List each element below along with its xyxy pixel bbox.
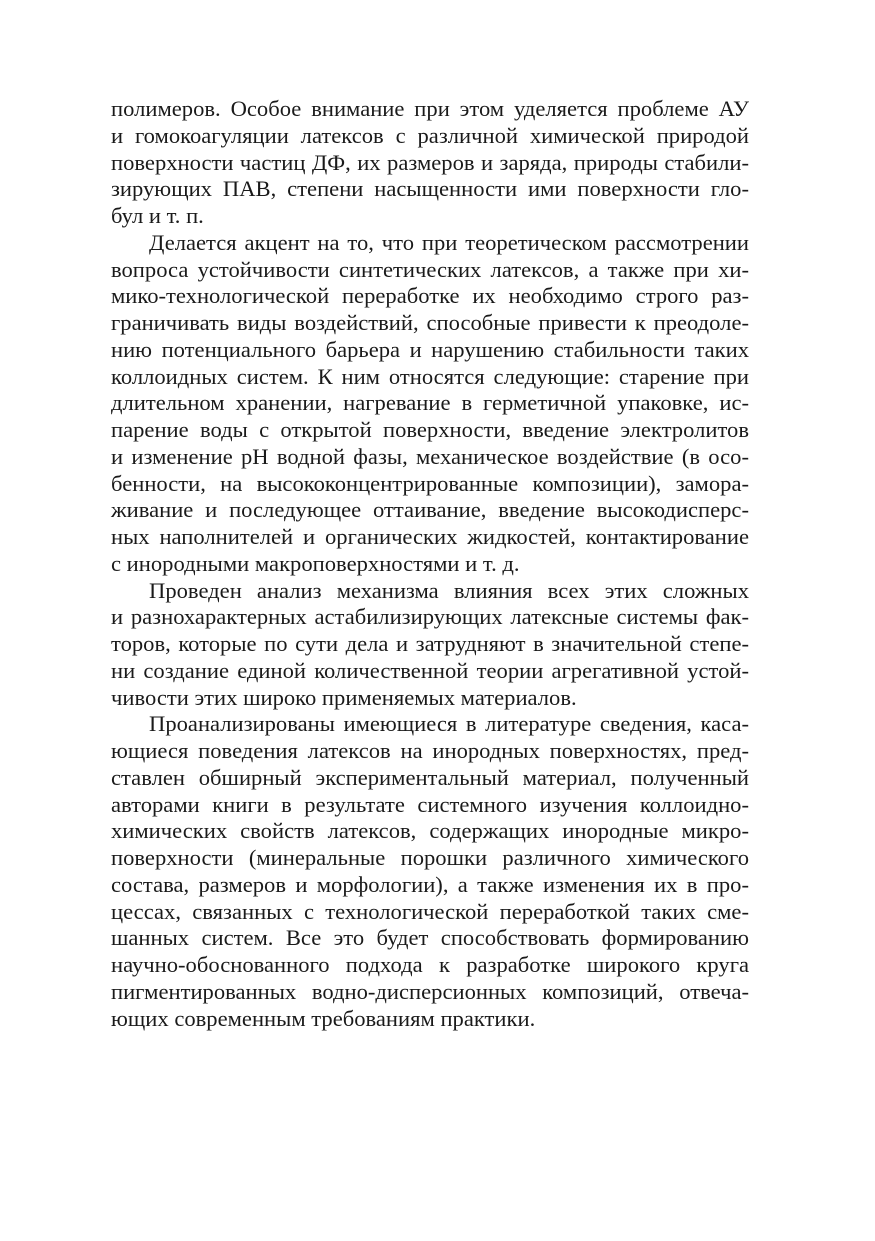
text-line: граничивать виды воздействий, способные привести к преодоле- [111,310,749,335]
text-line: полимеров. Особое внимание при этом уделяется проблеме АУ [111,96,749,121]
text-line: Делается акцент на то, что при теоретическом рассмотрении [149,229,749,255]
text-line: химических свойств латексов, содержащих инородные микро- [111,818,749,844]
text-line: цессах, связанных с технологической переработкой таких сме- [111,898,749,924]
page-body [111,96,749,1032]
text-line: бенности, на высококонцентрированные композиции), замора- [111,470,749,496]
text-line: поверхности частиц ДФ, их размеров и заряда, природы стабили- [111,149,749,175]
text-line: поверхности (минеральные порошки различного химического [111,845,749,870]
text-line: с инородными макроповерхностями и т. д. [111,550,520,576]
text-line: и разнохарактерных астабилизирующих латексные системы фак- [111,604,749,630]
text-line: длительном хранении, нагревание в герметичной упаковке, ис- [111,390,749,416]
text-line: вопроса устойчивости синтетических латексов, а также при хи- [111,256,749,282]
text-line: живание и последующее оттаивание, введение высокодисперс- [111,497,749,523]
paragraph-4 [111,711,749,1032]
text-line: парение воды с открытой поверхности, введение электролитов [111,417,749,442]
text-line: нию потенциального барьера и нарушению стабильности таких [111,336,749,362]
text-line: ных наполнителей и органических жидкостей, контактирование [111,524,749,549]
text-line: шанных систем. Все это будет способствовать формированию [111,925,749,951]
text-line: чивости этих широко применяемых материалов. [111,684,577,710]
text-line: состава, размеров и морфологии), а также изменения их в про- [111,871,749,897]
text-line: Проанализированы имеющиеся в литературе сведения, каса- [149,711,749,737]
text-line: пигментированных водно-дисперсионных композиций, отвеча- [111,978,749,1004]
text-line: Проведен анализ механизма влияния всех этих сложных [149,577,749,603]
text-line: и изменение pH водной фазы, механическое воздействие (в осо- [111,443,749,469]
text-line: авторами книги в результате системного изучения коллоидно- [111,791,749,817]
text-line: научно-обоснованного подхода к разработке широкого круга [111,952,749,977]
text-line: ющих современным требованиям практики. [111,1005,536,1031]
paragraph-2 [111,230,749,578]
paragraph-3 [111,578,749,712]
text-line: бул и т. п. [111,203,204,228]
text-line: торов, которые по сути дела и затрудняют в значительной степе- [111,631,749,656]
text-line: ставлен обширный экспериментальный материал, полученный [111,764,749,790]
text-line: коллоидных систем. К ним относятся следующие: старение при [111,363,749,389]
text-line: зирующих ПАВ, степени насыщенности ими поверхности гло- [111,176,749,202]
paragraph-1 [111,96,749,230]
text-line: ющиеся поведения латексов на инородных поверхностях, пред- [111,738,749,763]
text-line: и гомокоагуляции латексов с различной химической природой [111,122,749,148]
text-line: ни создание единой количественной теории агрегативной устой- [111,657,749,683]
text-line: мико-технологической переработке их необходимо строго раз- [111,283,749,309]
